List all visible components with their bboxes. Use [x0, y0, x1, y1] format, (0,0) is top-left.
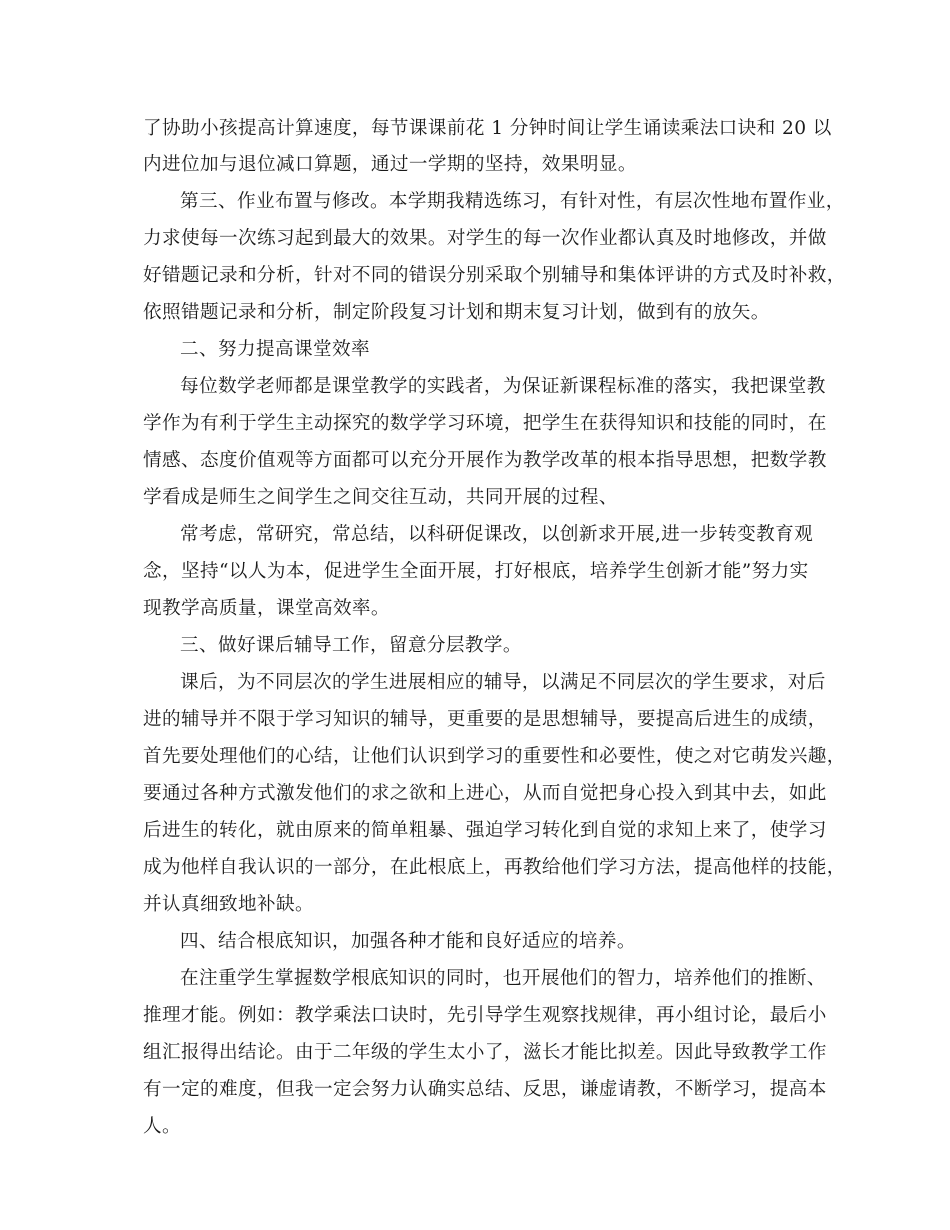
- text-line: 并认真细致地补缺。: [143, 894, 314, 915]
- text-line: 念，坚持“以人为本，促进学生全面开展，打好根底，培养学生创新才能”努力实: [143, 561, 809, 582]
- paragraph-start-line: 课后，为不同层次的学生进展相应的辅导，以满足不同层次的学生要求，对后: [180, 672, 826, 693]
- text-line: 内进位加与退位减口算题，通过一学期的坚持，效果明显。: [143, 154, 637, 175]
- text-line: 进的辅导并不限于学习知识的辅导，更重要的是思想辅导，要提高后进生的成绩，: [143, 709, 827, 730]
- paragraph-start-line: 常考虑，常研究，常总结，以科研促课改，以创新求开展,进一步转变教育观: [180, 524, 814, 545]
- text-line: 首先要处理他们的心结，让他们认识到学习的重要性和必要性，使之对它萌发兴趣，: [143, 746, 846, 767]
- text-line: 有一定的难度，但我一定会努力认确实总结、反思，谦虚请教，不断学习，提高本: [143, 1079, 827, 1100]
- text-line: 人。: [143, 1116, 181, 1137]
- text-line: 成为他样自我认识的一部分，在此根底上，再教给他们学习方法，提高他样的技能，: [143, 857, 846, 878]
- paragraph-start-line: 第三、作业布置与修改。本学期我精选练习，有针对性，有层次性地布置作业，: [180, 191, 845, 212]
- paragraph-start-line: 每位数学老师都是课堂教学的实践者，为保证新课程标准的落实，我把课堂教: [180, 376, 826, 397]
- text-line: 力求使每一次练习起到最大的效果。对学生的每一次作业都认真及时地修改，并做: [143, 228, 827, 249]
- section-heading: 二、努力提高课堂效率: [180, 339, 370, 360]
- section-heading: 三、做好课后辅导工作，留意分层教学。: [180, 635, 522, 656]
- text-line: 情感、态度价值观等方面都可以充分开展作为教学改革的根本指导思想，把数学教: [143, 450, 827, 471]
- text-line: 组汇报得出结论。由于二年级的学生太小了，滋长才能比拟差。因此导致教学工作: [143, 1042, 827, 1063]
- text-line: 依照错题记录和分析，制定阶段复习计划和期末复习计划，做到有的放矢。: [143, 302, 770, 323]
- text-line: 学作为有利于学生主动探究的数学学习环境，把学生在获得知识和技能的同时，在: [143, 413, 827, 434]
- section-heading: 四、结合根底知识，加强各种才能和良好适应的培养。: [180, 931, 636, 952]
- text-line: 后进生的转化，就由原来的简单粗暴、强迫学习转化到自觉的求知上来了，使学习: [143, 820, 827, 841]
- text-line: 学看成是师生之间学生之间交往互动，共同开展的过程、: [143, 487, 618, 508]
- text-line: 现教学高质量，课堂高效率。: [143, 598, 390, 619]
- paragraph-start-line: 在注重学生掌握数学根底知识的同时，也开展他们的智力，培养他们的推断、: [180, 968, 826, 989]
- text-line: 好错题记录和分析，针对不同的错误分别采取个别辅导和集体评讲的方式及时补救，: [143, 265, 846, 286]
- text-line: 推理才能。例如：教学乘法口诀时，先引导学生观察找规律，再小组讨论，最后小: [143, 1005, 827, 1026]
- text-line: 要通过各种方式激发他们的求之欲和上进心，从而自觉把身心投入到其中去，如此: [143, 783, 827, 804]
- text-line: 了协助小孩提高计算速度，每节课课前花 1 分钟时间让学生诵读乘法口诀和 20 以: [143, 118, 832, 139]
